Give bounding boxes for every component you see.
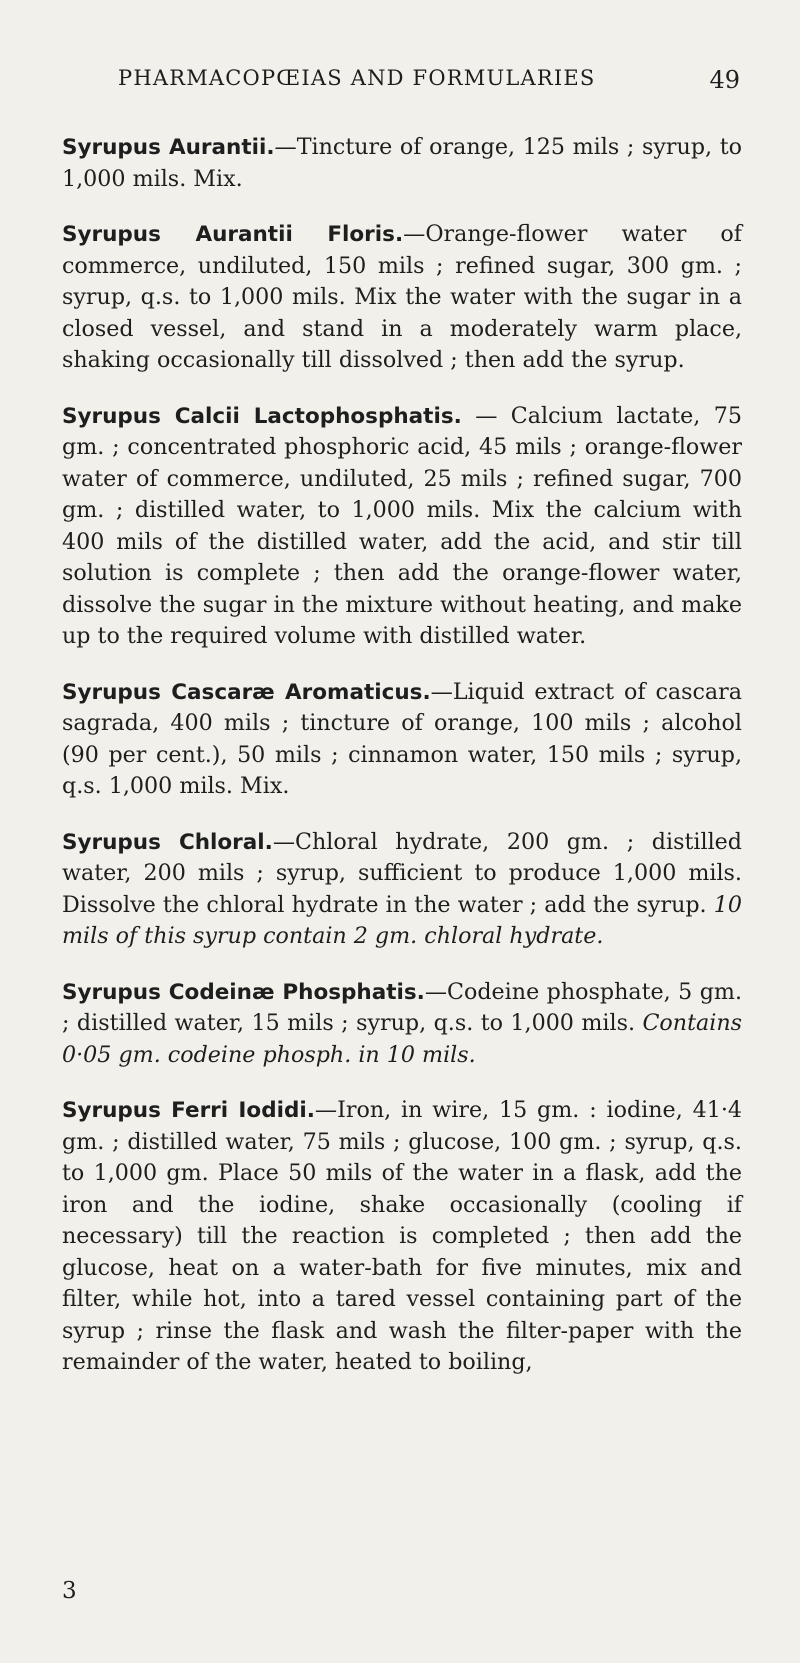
entry-title: Syrupus Cascaræ Aromaticus.	[62, 679, 431, 705]
signature-mark: 3	[62, 1578, 77, 1604]
running-head: PHARMACOPŒIAS AND FORMULARIES	[118, 66, 596, 90]
entry-syrupus-codeinae-phosphatis	[62, 977, 742, 1072]
entry-text: —Chloral hydrate, 200 gm. ; distilled water, 200 mils ; syrup, sufficient to produce 1,000 mils. Dissolve the chloral hydrate in the water ; add the syrup.	[62, 828, 743, 918]
entry-title: Syrupus Chloral.	[62, 829, 273, 855]
entry-title: Syrupus Aurantii.	[62, 135, 275, 160]
entry-text: — Calcium lactate, 75 gm. ; concentrated phosphoric acid, 45 mils ; orange-flower water of commerce, undiluted, 25 mils ; refined sugar, 700 gm. ; distilled water, to 1,000 mils. Mix the calcium with 400 mils of the distilled water, add the acid, and stir till solution is complete ; then add the orange-flower water, dissolve the sugar in the mixture without heating, and make up to the required volume with distilled water.	[62, 402, 742, 649]
entry-text: —Tincture of orange, 125 mils ; syrup, to 1,000 mils. Mix.	[62, 134, 742, 192]
entry-syrupus-aurantii-floris	[62, 219, 742, 377]
entry-text: —Iron, in wire, 15 gm. : iodine, 41·4 gm. ; distilled water, 75 mils ; glucose, 100 gm. ; syrup, q.s. to 1,000 gm. Place 50 mils of the water in a flask, add the iron and the iodine, shake occasionally (cooling if necessary) till the reaction is completed ; then add the glucose, heat on a water-bath for five minutes, mix and filter, while hot, into a tared vessel containing part of the syrup ; rinse the flask and wash the filter-paper with the remainder of the water, heated to boiling,	[62, 1097, 742, 1375]
entry-title: Syrupus Codeinæ Phosphatis.	[62, 979, 425, 1005]
entry-text: —Orange-flower water of commerce, undiluted, 150 mils ; refined sugar, 300 gm. ; syrup, q.s. to 1,000 mils. Mix the water with the sugar in a closed vessel, and stand in a moderately warm place, shaking occasionally till dissolved ; then add the syrup.	[62, 221, 742, 373]
entry-text: —Codeine phosphate, 5 gm. ; distilled water, 15 mils ; syrup, q.s. to 1,000 mils.	[62, 978, 742, 1036]
entry-syrupus-aurantii	[62, 132, 742, 195]
entry-syrupus-chloral	[62, 827, 742, 953]
page-header	[68, 66, 740, 106]
page-body	[62, 132, 742, 1403]
entry-title: Syrupus Calcii Lactophosphatis.	[62, 403, 462, 429]
entry-note: 10 mils of this syrup contain 2 gm. chloral hydrate.	[62, 891, 742, 949]
entry-text: —Liquid extract of cascara sagrada, 400 mils ; tincture of orange, 100 mils ; alcohol (90 per cent.), 50 mils ; cinnamon water, 150 mils ; syrup, q.s. 1,000 mils. Mix.	[62, 678, 742, 799]
entry-syrupus-ferri-iodidi	[62, 1095, 742, 1379]
entry-syrupus-calcii-lactophosphatis	[62, 401, 742, 653]
page-number: 49	[709, 66, 740, 94]
entry-title: Syrupus Aurantii Floris.	[62, 222, 404, 247]
entry-syrupus-cascarae-aromaticus	[62, 677, 742, 803]
entry-title: Syrupus Ferri Iodidi.	[62, 1098, 315, 1123]
entry-note: Contains 0·05 gm. codeine phosph. in 10 mils.	[62, 1010, 742, 1068]
